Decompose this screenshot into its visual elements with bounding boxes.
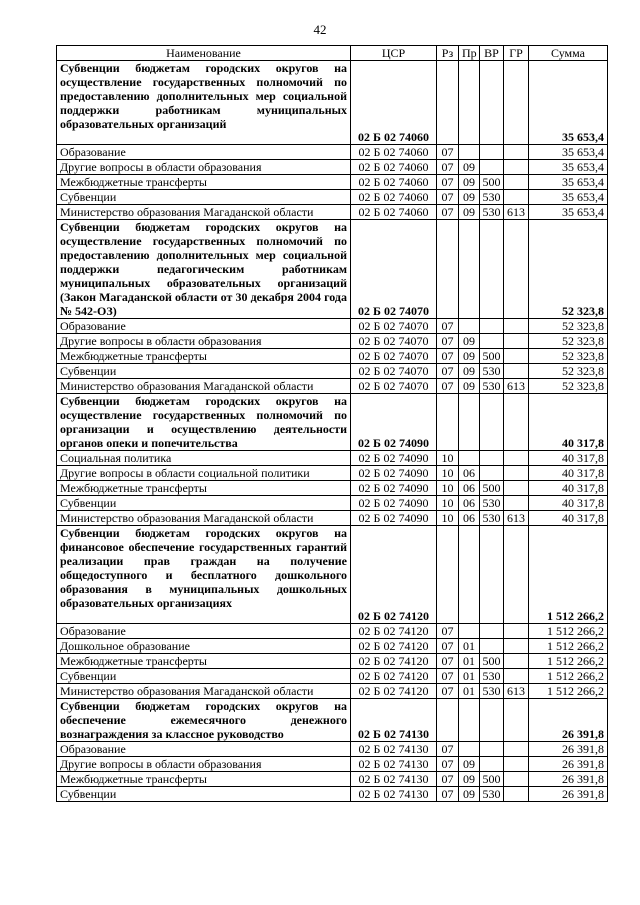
cell-vr [480, 61, 504, 145]
cell-gr [504, 624, 529, 639]
cell-gr [504, 334, 529, 349]
table-row [57, 175, 608, 190]
section-title: Субвенции бюджетам городских округов на обеспечение ежемесячного денежного вознаграждения за классное руководство [60, 699, 347, 741]
cell-csr: 02 Б 02 74130 [351, 742, 437, 757]
cell-rz: 07 [437, 349, 459, 364]
table-row [57, 466, 608, 481]
cell-vr: 500 [480, 175, 504, 190]
cell-vr: 500 [480, 481, 504, 496]
cell-name: Образование [57, 624, 351, 639]
cell-sum: 26 391,8 [529, 699, 608, 742]
cell-sum: 35 653,4 [529, 61, 608, 145]
cell-csr: 02 Б 02 74060 [351, 160, 437, 175]
cell-name: Министерство образования Магаданской области [57, 684, 351, 699]
cell-sum: 52 323,8 [529, 319, 608, 334]
cell-vr: 530 [480, 669, 504, 684]
table-row [57, 669, 608, 684]
cell-gr [504, 451, 529, 466]
cell-pr [459, 394, 480, 451]
cell-csr: 02 Б 02 74090 [351, 481, 437, 496]
table-row [57, 654, 608, 669]
cell-rz: 07 [437, 145, 459, 160]
cell-name: Межбюджетные трансферты [57, 481, 351, 496]
cell-name: Дошкольное образование [57, 639, 351, 654]
cell-pr: 01 [459, 639, 480, 654]
header-name: Наименование [57, 46, 351, 61]
cell-gr [504, 175, 529, 190]
cell-vr [480, 624, 504, 639]
cell-vr [480, 699, 504, 742]
table-row [57, 481, 608, 496]
table-row [57, 787, 608, 802]
cell-csr: 02 Б 02 74070 [351, 349, 437, 364]
cell-gr: 613 [504, 205, 529, 220]
cell-name: Субвенции [57, 364, 351, 379]
table-row [57, 334, 608, 349]
cell-pr: 06 [459, 481, 480, 496]
section-title: Субвенции бюджетам городских округов на осуществление государственных полномочий по предоставлению дополнительных мер социальной поддержки педагогическим работникам муниципальных образовательных организаций (Закон Магаданской области от 30 декабря 2004 года № 542-ОЗ) [60, 220, 347, 318]
cell-csr: 02 Б 02 74090 [351, 511, 437, 526]
cell-csr: 02 Б 02 74120 [351, 654, 437, 669]
table-row [57, 624, 608, 639]
cell-gr [504, 145, 529, 160]
cell-csr: 02 Б 02 74070 [351, 319, 437, 334]
table-row [57, 639, 608, 654]
cell-pr [459, 451, 480, 466]
cell-sum: 40 317,8 [529, 496, 608, 511]
cell-pr: 09 [459, 379, 480, 394]
cell-rz: 07 [437, 639, 459, 654]
cell-csr: 02 Б 02 74090 [351, 394, 437, 451]
cell-csr: 02 Б 02 74130 [351, 699, 437, 742]
cell-gr [504, 160, 529, 175]
table-row [57, 742, 608, 757]
cell-rz: 07 [437, 379, 459, 394]
table-row [57, 349, 608, 364]
cell-gr: 613 [504, 379, 529, 394]
cell-sum: 40 317,8 [529, 481, 608, 496]
cell-rz: 07 [437, 364, 459, 379]
cell-vr [480, 639, 504, 654]
cell-pr: 09 [459, 160, 480, 175]
cell-rz: 10 [437, 466, 459, 481]
cell-sum: 1 512 266,2 [529, 624, 608, 639]
cell-rz: 10 [437, 451, 459, 466]
cell-sum: 35 653,4 [529, 145, 608, 160]
cell-vr: 500 [480, 654, 504, 669]
cell-pr: 09 [459, 757, 480, 772]
cell-gr [504, 481, 529, 496]
cell-pr: 09 [459, 364, 480, 379]
table-row [57, 364, 608, 379]
cell-pr: 09 [459, 787, 480, 802]
cell-gr [504, 364, 529, 379]
cell-vr [480, 145, 504, 160]
cell-rz: 07 [437, 787, 459, 802]
cell-pr: 09 [459, 205, 480, 220]
cell-gr [504, 220, 529, 319]
cell-sum: 1 512 266,2 [529, 669, 608, 684]
cell-rz: 07 [437, 334, 459, 349]
cell-gr [504, 699, 529, 742]
cell-rz [437, 61, 459, 145]
cell-sum: 26 391,8 [529, 757, 608, 772]
table-row [57, 511, 608, 526]
cell-vr: 500 [480, 772, 504, 787]
cell-gr [504, 349, 529, 364]
cell-vr: 500 [480, 349, 504, 364]
cell-vr: 530 [480, 190, 504, 205]
cell-vr [480, 220, 504, 319]
section-title: Субвенции бюджетам городских округов на осуществление государственных полномочий по предоставлению дополнительных мер социальной поддержки работникам муниципальных образовательных организаций [60, 61, 347, 131]
cell-name: Межбюджетные трансферты [57, 349, 351, 364]
cell-sum: 40 317,8 [529, 451, 608, 466]
cell-vr [480, 526, 504, 624]
cell-rz: 10 [437, 481, 459, 496]
cell-sum: 1 512 266,2 [529, 639, 608, 654]
budget-table [56, 45, 608, 802]
cell-pr: 06 [459, 496, 480, 511]
cell-csr: 02 Б 02 74120 [351, 639, 437, 654]
cell-sum: 26 391,8 [529, 742, 608, 757]
cell-vr: 530 [480, 511, 504, 526]
cell-rz: 07 [437, 684, 459, 699]
cell-gr [504, 319, 529, 334]
cell-gr [504, 669, 529, 684]
cell-name: Субвенции [57, 787, 351, 802]
cell-name: Субвенции [57, 669, 351, 684]
cell-pr: 06 [459, 466, 480, 481]
cell-vr [480, 742, 504, 757]
cell-rz: 10 [437, 511, 459, 526]
cell-vr: 530 [480, 787, 504, 802]
cell-csr: 02 Б 02 74060 [351, 145, 437, 160]
cell-pr [459, 61, 480, 145]
cell-sum: 1 512 266,2 [529, 654, 608, 669]
cell-csr: 02 Б 02 74090 [351, 496, 437, 511]
cell-gr [504, 639, 529, 654]
cell-sum: 52 323,8 [529, 220, 608, 319]
cell-csr: 02 Б 02 74060 [351, 175, 437, 190]
table-row [57, 379, 608, 394]
cell-vr: 530 [480, 379, 504, 394]
table-row [57, 205, 608, 220]
cell-rz: 07 [437, 205, 459, 220]
cell-pr [459, 742, 480, 757]
cell-rz: 07 [437, 654, 459, 669]
cell-rz: 07 [437, 160, 459, 175]
cell-pr: 06 [459, 511, 480, 526]
header-rz: Рз [437, 46, 459, 61]
cell-pr [459, 319, 480, 334]
cell-pr [459, 699, 480, 742]
cell-sum: 40 317,8 [529, 511, 608, 526]
cell-name: Социальная политика [57, 451, 351, 466]
cell-rz: 07 [437, 190, 459, 205]
table-section-row [57, 394, 608, 451]
table-row [57, 496, 608, 511]
table-row [57, 160, 608, 175]
cell-vr: 530 [480, 205, 504, 220]
cell-csr: 02 Б 02 74090 [351, 451, 437, 466]
cell-vr [480, 451, 504, 466]
table-row [57, 319, 608, 334]
cell-name: Межбюджетные трансферты [57, 175, 351, 190]
cell-sum: 1 512 266,2 [529, 684, 608, 699]
cell-sum: 52 323,8 [529, 379, 608, 394]
cell-csr: 02 Б 02 74060 [351, 190, 437, 205]
cell-vr: 530 [480, 684, 504, 699]
cell-name: Образование [57, 145, 351, 160]
cell-rz [437, 526, 459, 624]
cell-gr [504, 466, 529, 481]
table-section-row [57, 61, 608, 145]
cell-name [57, 699, 351, 742]
cell-gr [504, 394, 529, 451]
cell-csr: 02 Б 02 74130 [351, 787, 437, 802]
cell-name: Другие вопросы в области образования [57, 757, 351, 772]
cell-csr: 02 Б 02 74120 [351, 526, 437, 624]
cell-pr [459, 145, 480, 160]
cell-rz: 07 [437, 757, 459, 772]
cell-name: Субвенции [57, 190, 351, 205]
table-section-row [57, 526, 608, 624]
cell-pr [459, 220, 480, 319]
header-gr: ГР [504, 46, 529, 61]
cell-csr: 02 Б 02 74070 [351, 334, 437, 349]
table-section-row [57, 699, 608, 742]
cell-sum: 35 653,4 [529, 160, 608, 175]
table-section-row [57, 220, 608, 319]
cell-sum: 52 323,8 [529, 364, 608, 379]
table-header-row [57, 46, 608, 61]
cell-vr [480, 334, 504, 349]
header-sum: Сумма [529, 46, 608, 61]
cell-pr: 01 [459, 654, 480, 669]
cell-sum: 1 512 266,2 [529, 526, 608, 624]
cell-name [57, 394, 351, 451]
cell-name: Межбюджетные трансферты [57, 772, 351, 787]
cell-name [57, 61, 351, 145]
cell-pr [459, 624, 480, 639]
cell-gr [504, 654, 529, 669]
cell-pr: 09 [459, 190, 480, 205]
cell-name: Образование [57, 742, 351, 757]
cell-sum: 35 653,4 [529, 190, 608, 205]
cell-csr: 02 Б 02 74070 [351, 220, 437, 319]
cell-vr [480, 466, 504, 481]
table-row [57, 451, 608, 466]
cell-rz: 07 [437, 669, 459, 684]
cell-rz: 07 [437, 742, 459, 757]
cell-csr: 02 Б 02 74060 [351, 205, 437, 220]
cell-csr: 02 Б 02 74070 [351, 364, 437, 379]
cell-gr [504, 496, 529, 511]
header-csr: ЦСР [351, 46, 437, 61]
cell-rz [437, 220, 459, 319]
cell-rz: 07 [437, 319, 459, 334]
cell-csr: 02 Б 02 74090 [351, 466, 437, 481]
section-title: Субвенции бюджетам городских округов на осуществление государственных полномочий по организации и осуществлению деятельности органов опеки и попечительства [60, 394, 347, 450]
cell-gr [504, 190, 529, 205]
table-row [57, 757, 608, 772]
cell-gr [504, 742, 529, 757]
cell-rz [437, 699, 459, 742]
cell-sum: 52 323,8 [529, 349, 608, 364]
cell-rz: 07 [437, 624, 459, 639]
cell-csr: 02 Б 02 74130 [351, 772, 437, 787]
page-number: 42 [313, 22, 327, 37]
cell-name: Министерство образования Магаданской области [57, 379, 351, 394]
cell-sum: 26 391,8 [529, 772, 608, 787]
cell-name: Образование [57, 319, 351, 334]
cell-gr: 613 [504, 511, 529, 526]
cell-vr [480, 160, 504, 175]
cell-gr [504, 757, 529, 772]
cell-sum: 26 391,8 [529, 787, 608, 802]
header-vr: ВР [480, 46, 504, 61]
cell-csr: 02 Б 02 74060 [351, 61, 437, 145]
cell-gr [504, 787, 529, 802]
cell-sum: 40 317,8 [529, 466, 608, 481]
cell-vr: 530 [480, 496, 504, 511]
cell-sum: 35 653,4 [529, 205, 608, 220]
cell-pr: 09 [459, 772, 480, 787]
cell-name: Другие вопросы в области образования [57, 160, 351, 175]
cell-name [57, 220, 351, 319]
cell-gr [504, 526, 529, 624]
cell-pr: 01 [459, 684, 480, 699]
cell-name: Другие вопросы в области образования [57, 334, 351, 349]
cell-name: Министерство образования Магаданской области [57, 511, 351, 526]
cell-name: Другие вопросы в области социальной политики [57, 466, 351, 481]
cell-pr: 09 [459, 175, 480, 190]
table-row [57, 684, 608, 699]
table-row [57, 772, 608, 787]
cell-vr: 530 [480, 364, 504, 379]
cell-gr [504, 61, 529, 145]
cell-gr [504, 772, 529, 787]
cell-csr: 02 Б 02 74120 [351, 669, 437, 684]
cell-csr: 02 Б 02 74130 [351, 757, 437, 772]
cell-rz [437, 394, 459, 451]
cell-csr: 02 Б 02 74120 [351, 624, 437, 639]
cell-gr: 613 [504, 684, 529, 699]
cell-vr [480, 319, 504, 334]
section-title: Субвенции бюджетам городских округов на финансовое обеспечение государственных гарантий реализации прав граждан на получение общедоступного и бесплатного дошкольного образования в муниципальных дошкольных образовательных организациях [60, 526, 347, 610]
cell-sum: 52 323,8 [529, 334, 608, 349]
cell-csr: 02 Б 02 74070 [351, 379, 437, 394]
cell-rz: 10 [437, 496, 459, 511]
cell-name: Министерство образования Магаданской области [57, 205, 351, 220]
cell-pr: 09 [459, 349, 480, 364]
cell-name [57, 526, 351, 624]
cell-pr: 01 [459, 669, 480, 684]
cell-pr [459, 526, 480, 624]
cell-pr: 09 [459, 334, 480, 349]
cell-vr [480, 394, 504, 451]
table-row [57, 145, 608, 160]
cell-rz: 07 [437, 772, 459, 787]
cell-name: Субвенции [57, 496, 351, 511]
cell-vr [480, 757, 504, 772]
cell-name: Межбюджетные трансферты [57, 654, 351, 669]
cell-sum: 40 317,8 [529, 394, 608, 451]
table-row [57, 190, 608, 205]
cell-sum: 35 653,4 [529, 175, 608, 190]
header-pr: Пр [459, 46, 480, 61]
cell-rz: 07 [437, 175, 459, 190]
cell-csr: 02 Б 02 74120 [351, 684, 437, 699]
